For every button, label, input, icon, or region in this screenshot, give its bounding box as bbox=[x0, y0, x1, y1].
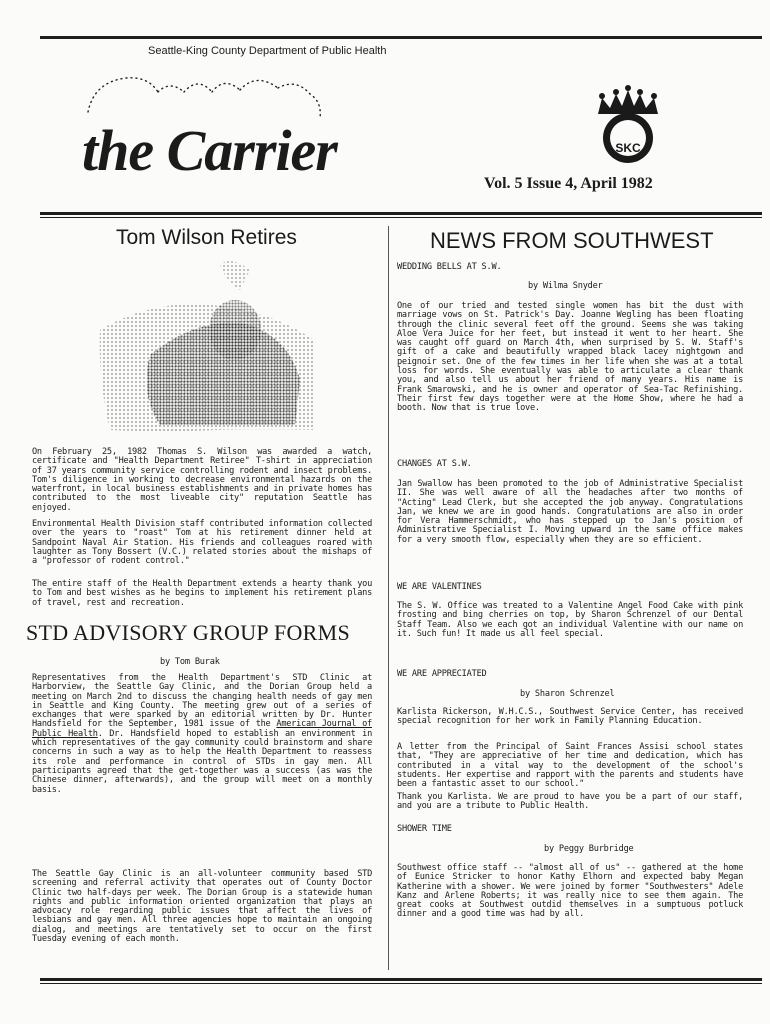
valentines-text: The S. W. Office was treated to a Valentine Angel Food Cake with pink frosting and bing cherries on top, by Sharon Schrenzel of our Dental Staff Team. Also we each got an individual Valentine with our name on it. Such fun! It made us all feel special. bbox=[397, 601, 743, 639]
shower-byline: by Peggy Burbridge bbox=[544, 844, 634, 854]
southwest-headline: NEWS FROM SOUTHWEST bbox=[430, 228, 714, 253]
top-rule bbox=[40, 36, 762, 39]
changes-label: CHANGES AT S.W. bbox=[397, 459, 472, 469]
wilson-paragraph-2: Environmental Health Division staff contributed information collected over the years to "roast" Tom at his retirement dinner held at Sandpoint Naval Air Station. His friends and colleagues roared with laughter as Tony Bossert (V.C.) related stories about the mishaps of a "professor of rodent control." bbox=[32, 519, 372, 567]
appreciated-label: WE ARE APPRECIATED bbox=[397, 669, 487, 679]
appreciated-paragraph-2: A letter from the Principal of Saint Frances Assisi school states that, "They are appreciative of her time and dedication, which has contributed in a vital way to the development of the school's students. Her expertise and rapport with the parents and students have been a fantastic asset to our school." bbox=[397, 742, 743, 790]
masthead-rule bbox=[40, 212, 762, 215]
wilson-headline: Tom Wilson Retires bbox=[116, 226, 297, 249]
column-divider bbox=[388, 226, 389, 970]
shower-text: Southwest office staff -- "almost all of us" -- gathered at the home of Eunice Stricker to honor Kathy Elhorn and expected baby Megan Katherine with a shower. We were joined by former "Southwesters" Adele Kanz and Arlene Roberts; it was really nice to see them again. The great cooks at Southwest outdid themselves in a sumptuous potluck dinner and a good time was had by all. bbox=[397, 863, 743, 920]
wilson-paragraph-1: On February 25, 1982 Thomas S. Wilson was awarded a watch, certificate and "Health Department Retiree" T-shirt in appreciation of 37 years community service controlling rodent and insect problems. Tom's diligence in working to decrease environmental hazards on the waterfront, in local business establishments and in private homes has contributed to the most liveable city" reputation Seattle has enjoyed. bbox=[32, 447, 372, 513]
std-text-b: . Dr. Handsfield hoped to establish an environment in which representatives of the gay community could brainstorm and share concerns in such a way as to help the Health Department to reassess its role and performance in control of STDs in gay men. All participants agreed that the get-together was a success (as was the Chinese dinner, afterwards), and the group will meet on a monthly basis. bbox=[32, 728, 373, 795]
masthead-rule-thin bbox=[40, 217, 762, 218]
changes-text: Jan Swallow has been promoted to the job of Administrative Specialist II. She was well aware of all the headaches after two months of "Acting" Lead Clerk, but she accepted the job anyway. Congratulations Jan, we knew we are in good hands. Congratulations are also in order for Vera Hammerschmidt, who has stepped up to Jan's position of Administrative Specialist I. Moving upward in the same office makes for a very smooth flow, especially when they are so efficient. bbox=[397, 479, 743, 545]
wilson-paragraph-3: The entire staff of the Health Department extends a hearty thank you to Tom and best wishes as he begins to implement his retirement plans of travel, rest and recreation. bbox=[32, 579, 372, 608]
bottom-rule-thin bbox=[40, 983, 762, 984]
bottom-rule bbox=[40, 978, 762, 981]
valentines-label: WE ARE VALENTINES bbox=[397, 582, 482, 592]
appreciated-paragraph-1: Karlista Rickerson, W.H.C.S., Southwest Service Center, has received special recognition for her work in Family Planning Education. bbox=[397, 707, 743, 727]
std-paragraph-2: The Seattle Gay Clinic is an all-volunteer community based STD screening and referral activity that operates out of County Doctor Clinic two half-days per week. The Dorian Group is a statewide human rights and public information oriented organization that plays an advocacy role regarding public issues that affect the lives of lesbians and gay men. All three agencies hope to maintain an ongoing dialog, and meetings are tentatively set to occur on the first Tuesday evening of each month. bbox=[32, 869, 372, 945]
wilson-photo bbox=[90, 260, 324, 436]
halftone-photo-image bbox=[90, 260, 324, 436]
county-seal-icon bbox=[586, 84, 670, 168]
std-text-a: Representatives from the Health Department's STD Clinic at Harborview, the Seattle Gay Clinic, and the Dorian Group held a meeting on March 2nd to discuss the changing health needs of gay men in Seattle and King County. The meeting grew out of a series of exchanges that were sparked by an editorial written by Dr. Hunter Handsfield for the September, 1981 issue of the bbox=[32, 673, 372, 730]
journal-title: American Journal of Public Health bbox=[32, 719, 372, 739]
newsletter-logo: the Carrier bbox=[82, 118, 337, 183]
department-name: Seattle-King County Department of Public Health bbox=[148, 45, 387, 57]
issue-info: Vol. 5 Issue 4, April 1982 bbox=[484, 175, 653, 192]
appreciated-paragraph-3: Thank you Karlista. We are proud to have you be a part of our staff, and you are a tribute to Public Health. bbox=[397, 792, 743, 812]
seal-initials: SKC bbox=[615, 141, 641, 155]
std-byline: by Tom Burak bbox=[160, 657, 220, 667]
wedding-byline: by Wilma Snyder bbox=[528, 281, 603, 291]
appreciated-byline: by Sharon Schrenzel bbox=[520, 689, 615, 699]
wedding-label: WEDDING BELLS AT S.W. bbox=[397, 262, 502, 272]
shower-label: SHOWER TIME bbox=[397, 824, 452, 834]
wedding-text: One of our tried and tested single women has bit the dust with marriage vows on St. Patrick's Day. Joanne Wegling has been floating through the clinic several feet off the ground. Seems she was taking Aloe Vera Juice for her feet, but instead it went to her heart. She was caught off guard on March 4th, when surprised by S. W. Staff's gift of a cake and beautifully wrapped black lacey nightgown and peignoir set. One of the few times in her life when she was at a total loss for words. She eventually was able to articulate a clear thank you, and also tell us about her friend of many years. His name is Frank Smarowski, and he is owner and operator of Sea-Tac Refinishing. Their first few days together were at the Home Show, where he had a booth. Now that is true love. bbox=[397, 301, 743, 414]
std-headline: STD ADVISORY GROUP FORMS bbox=[26, 620, 351, 645]
std-paragraph-1 bbox=[32, 674, 372, 795]
